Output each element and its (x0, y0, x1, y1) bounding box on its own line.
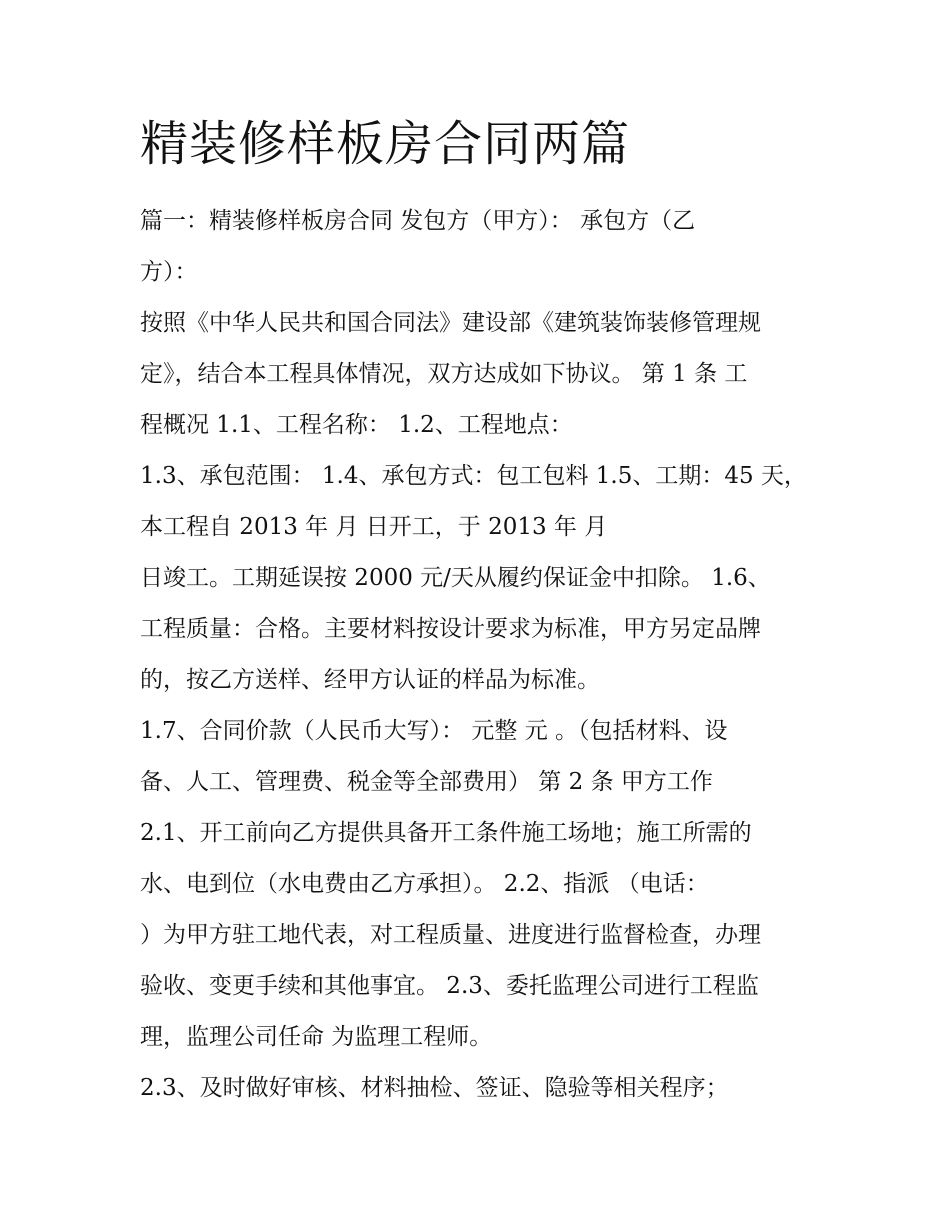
body-line: 本工程自 2013 年 月 日开工，于 2013 年 月 (140, 514, 608, 540)
body-line: 1.7、合同价款（人民币大写）： 元整 元 。（包括材料、设 (140, 718, 728, 744)
document-title: 精装修样板房合同两篇 (140, 116, 631, 172)
body-line: 定》，结合本工程具体情况，双方达成如下协议。 第 1 条 工 (140, 361, 748, 387)
body-line: 的，按乙方送样、经甲方认证的样品为标准。 (140, 667, 600, 693)
body-line: 2.3、及时做好审核、材料抽检、签证、隐验等相关程序； (140, 1075, 729, 1101)
body-line: 篇一：精装修样板房合同 发包方（甲方）： 承包方（乙 (140, 208, 696, 234)
body-line: 2.1、开工前向乙方提供具备开工条件施工场地；施工所需的 (140, 820, 752, 846)
body-line: 理，监理公司任命 为监理工程师。 (140, 1024, 493, 1050)
body-line: 验收、变更手续和其他事宜。 2.3、委托监理公司进行工程监 (140, 973, 759, 999)
body-line: 按照《中华人民共和国合同法》建设部《建筑装饰装修管理规 (140, 310, 761, 336)
body-line: ）为甲方驻工地代表，对工程质量、进度进行监督检查，办理 (140, 922, 761, 948)
body-line: 方）： (140, 259, 198, 285)
body-line: 程概况 1.1、工程名称： 1.2、工程地点： (140, 412, 573, 438)
body-line: 水、电到位（水电费由乙方承担）。 2.2、指派 （电话： (140, 871, 709, 897)
body-line: 日竣工。工期延误按 2000 元/天从履约保证金中扣除。 1.6、 (140, 565, 771, 591)
body-line: 1.3、承包范围： 1.4、承包方式：包工包料 1.5、工期：45 天， (140, 463, 807, 489)
document-body (140, 196, 830, 1114)
body-line: 备、人工、管理费、税金等全部费用） 第 2 条 甲方工作 (140, 769, 713, 795)
body-line: 工程质量：合格。主要材料按设计要求为标准，甲方另定品牌 (140, 616, 761, 642)
